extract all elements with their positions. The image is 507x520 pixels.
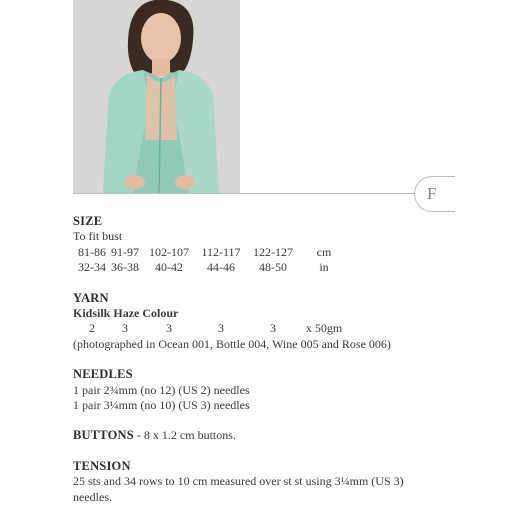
size-row-cm	[77, 245, 349, 260]
needle-line: 1 pair 2¾mm (no 12) (US 2) needles	[73, 382, 250, 397]
yarn-qty: 3	[270, 321, 276, 336]
size-unit: cm	[316, 244, 332, 259]
divider-line	[73, 193, 419, 194]
needles-heading: NEEDLES	[73, 367, 133, 382]
tension-section	[73, 459, 493, 505]
yarn-qty: 3	[122, 321, 128, 336]
yarn-section	[73, 291, 493, 353]
yarn-name: Kidsilk Haze Colour	[73, 306, 179, 321]
buttons-text: - 8 x 1.2 cm buttons.	[133, 428, 236, 443]
yarn-note: (photographed in Ocean 001, Bottle 004, Wine 005 and Rose 006)	[73, 336, 391, 351]
yarn-qty: 2	[89, 321, 95, 336]
page-tab	[414, 176, 455, 212]
yarn-qty: 3	[166, 321, 172, 336]
size-cell: 122-127	[253, 244, 293, 259]
buttons-heading: BUTTONS	[73, 428, 134, 443]
buttons-section	[73, 428, 493, 443]
size-cell: 91-97	[111, 244, 139, 259]
model-photo	[73, 0, 240, 193]
tension-text: 25 sts and 34 rows to 10 cm measured over st st using 3¼mm (US 3) needles.	[73, 474, 404, 504]
needle-line: 1 pair 3¼mm (no 10) (US 3) needles	[73, 398, 250, 413]
size-cell: 81-86	[78, 244, 106, 259]
needles-section	[73, 367, 493, 413]
tab-letter: F	[427, 184, 437, 203]
size-cell: 112-117	[201, 244, 241, 259]
cardigan-photo-illustration	[73, 0, 240, 193]
tension-heading: TENSION	[73, 458, 131, 473]
size-row-in	[77, 260, 349, 275]
size-cell: 32-34	[78, 260, 106, 275]
size-cell: 48-50	[259, 260, 287, 275]
size-subtitle: To fit bust	[73, 229, 123, 244]
yarn-heading: YARN	[73, 290, 109, 305]
size-unit: in	[319, 260, 329, 275]
size-cell: 44-46	[207, 260, 235, 275]
size-table	[77, 245, 349, 276]
size-cell: 36-38	[111, 260, 139, 275]
yarn-unit: x 50gm	[305, 321, 343, 336]
size-heading: SIZE	[73, 214, 103, 228]
yarn-qty: 3	[218, 321, 224, 336]
size-section	[73, 214, 493, 276]
pattern-info	[73, 214, 493, 520]
size-cell: 102-107	[149, 244, 189, 259]
yarn-quantity-row	[77, 321, 349, 336]
size-cell: 40-42	[155, 260, 183, 275]
